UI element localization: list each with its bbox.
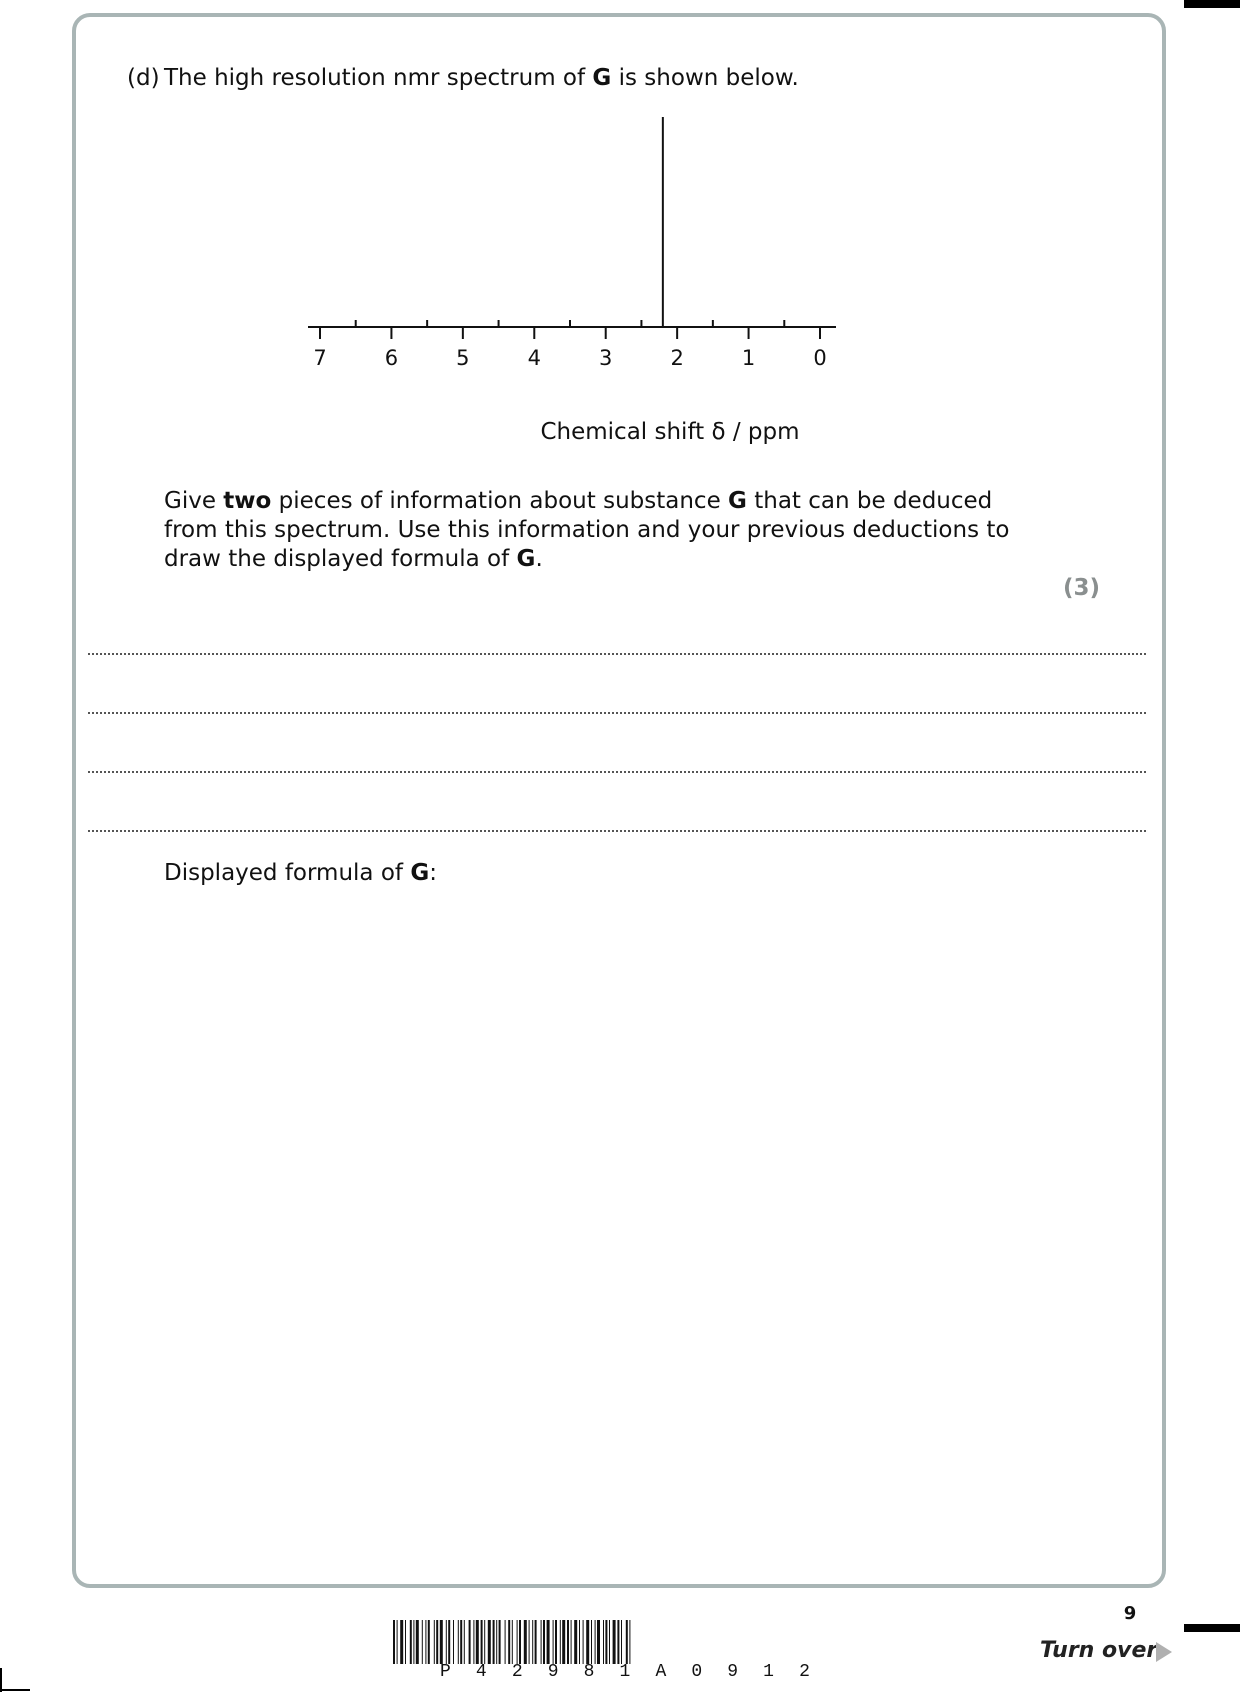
barcode-bar <box>425 1620 426 1664</box>
barcode-bar <box>629 1620 630 1664</box>
barcode-bar <box>579 1620 580 1664</box>
barcode-bar <box>436 1620 438 1664</box>
instr-bold-g1: G <box>728 488 747 514</box>
barcode-bar <box>519 1620 521 1664</box>
barcode-char: 0 <box>691 1662 703 1682</box>
barcode-bar <box>484 1620 485 1664</box>
formula-label-pre: Displayed formula of <box>164 860 411 886</box>
barcode-char: 1 <box>619 1662 631 1682</box>
barcode-bar <box>567 1620 569 1664</box>
barcode-bar <box>416 1620 419 1664</box>
registration-mark-top-right <box>1184 0 1240 8</box>
registration-mark-bottom-right <box>1184 1624 1240 1632</box>
barcode-bar <box>393 1620 395 1664</box>
displayed-formula-label <box>164 859 437 888</box>
barcode-bar <box>609 1620 610 1664</box>
marks-allocation: (3) <box>1062 575 1100 601</box>
instr-text-1: Give <box>164 488 224 514</box>
barcode-bar <box>560 1620 561 1664</box>
barcode-bar <box>508 1620 510 1664</box>
barcode-char: 2 <box>511 1662 523 1682</box>
instr-text-4: . <box>535 546 543 572</box>
barcode-bar <box>553 1620 554 1664</box>
question-instructions <box>164 487 1024 574</box>
barcode-bar <box>446 1620 447 1664</box>
barcode-bar <box>597 1620 600 1664</box>
formula-label-post: : <box>429 860 437 886</box>
x-tick-label: 7 <box>313 346 327 370</box>
barcode-bar <box>555 1620 557 1664</box>
answer-line-3[interactable] <box>88 771 1146 773</box>
barcode-bar <box>532 1620 533 1664</box>
barcode-bar <box>517 1620 518 1664</box>
barcode-bar <box>547 1620 550 1664</box>
intro-text-pre: The high resolution nmr spectrum of <box>164 65 593 91</box>
barcode-bar <box>464 1620 465 1664</box>
barcode-bar <box>469 1620 471 1664</box>
barcode-char: 1 <box>763 1662 774 1682</box>
barcode-bar <box>440 1620 443 1664</box>
answer-line-2[interactable] <box>88 712 1146 714</box>
barcode-char: 9 <box>727 1662 739 1682</box>
x-axis-label: Chemical shift δ / ppm <box>540 419 800 445</box>
turn-over-label: Turn over <box>1040 1638 1158 1663</box>
barcode-bar <box>621 1620 622 1664</box>
barcode-bar <box>397 1620 398 1664</box>
barcode-bar <box>586 1620 589 1664</box>
barcode-bar <box>460 1620 462 1664</box>
crop-mark-bottom-left-h <box>0 1689 30 1691</box>
barcode-bar <box>617 1620 619 1664</box>
instr-text-2: pieces of information about substance <box>271 488 729 514</box>
barcode-bar <box>505 1620 506 1664</box>
barcode-bar <box>543 1620 545 1664</box>
barcode-bar <box>476 1620 479 1664</box>
barcode-bar <box>405 1620 406 1664</box>
barcode-bar <box>448 1620 450 1664</box>
x-tick-label: 0 <box>813 346 827 370</box>
barcode-bar <box>434 1620 435 1664</box>
barcode-bar <box>605 1620 607 1664</box>
barcode-bar <box>488 1620 491 1664</box>
barcode-bar <box>583 1620 584 1664</box>
barcode-bar <box>473 1620 474 1664</box>
x-tick-label: 2 <box>670 346 684 370</box>
instr-bold-two: two <box>223 488 272 514</box>
page-number: 9 <box>1123 1603 1137 1624</box>
barcode-number <box>440 1662 810 1682</box>
barcode-bar <box>562 1620 565 1664</box>
barcode-bar <box>512 1620 513 1664</box>
turn-over-arrow-icon <box>1156 1642 1172 1662</box>
barcode-bar <box>524 1620 527 1664</box>
barcode-bar <box>453 1620 454 1664</box>
barcode-bar <box>595 1620 596 1664</box>
x-tick-label: 1 <box>741 346 756 370</box>
barcode-bar <box>422 1620 423 1664</box>
barcode-char: 2 <box>799 1662 810 1682</box>
barcode-bar <box>481 1620 483 1664</box>
intro-text-post: is shown below. <box>611 65 799 91</box>
barcode-bar <box>458 1620 459 1664</box>
barcode-bar <box>428 1620 430 1664</box>
question-intro <box>164 64 799 93</box>
answer-line-4[interactable] <box>88 830 1146 832</box>
barcode-bar <box>591 1620 592 1664</box>
barcode-bar <box>413 1620 414 1664</box>
barcode-char: 8 <box>583 1662 595 1682</box>
intro-substance-g: G <box>592 65 612 91</box>
x-tick-label: 5 <box>456 346 470 370</box>
barcode-bar <box>613 1620 616 1664</box>
barcode-image <box>393 1620 845 1664</box>
barcode-bar <box>535 1620 537 1664</box>
formula-label-bold-g: G <box>410 860 430 886</box>
barcode-bar <box>603 1620 604 1664</box>
barcode-bar <box>410 1620 412 1664</box>
barcode-bar <box>541 1620 542 1664</box>
x-tick-label: 3 <box>599 346 613 370</box>
x-tick-label: 4 <box>527 346 541 370</box>
barcode-bar <box>493 1620 495 1664</box>
x-tick-label: 6 <box>384 346 399 370</box>
barcode-char: 4 <box>475 1662 487 1682</box>
barcode-bar <box>400 1620 403 1664</box>
barcode-bar <box>499 1620 501 1664</box>
barcode-bar <box>626 1620 628 1664</box>
instr-text-3: that can be deduced from this spectrum. Use this information and your previous deductions to draw the displayed formula of <box>164 488 1010 572</box>
instr-bold-g2: G <box>516 546 536 572</box>
barcode-bar <box>496 1620 497 1664</box>
barcode-char: P <box>440 1662 451 1682</box>
barcode-bar <box>574 1620 577 1664</box>
answer-line-1[interactable] <box>88 653 1146 655</box>
barcode-bar <box>571 1620 572 1664</box>
barcode-char: A <box>655 1662 667 1682</box>
nmr-spectrum-chart <box>300 115 940 455</box>
barcode-char: 9 <box>547 1662 559 1682</box>
barcode-bar <box>529 1620 530 1664</box>
question-part-label: (d) <box>127 65 160 91</box>
